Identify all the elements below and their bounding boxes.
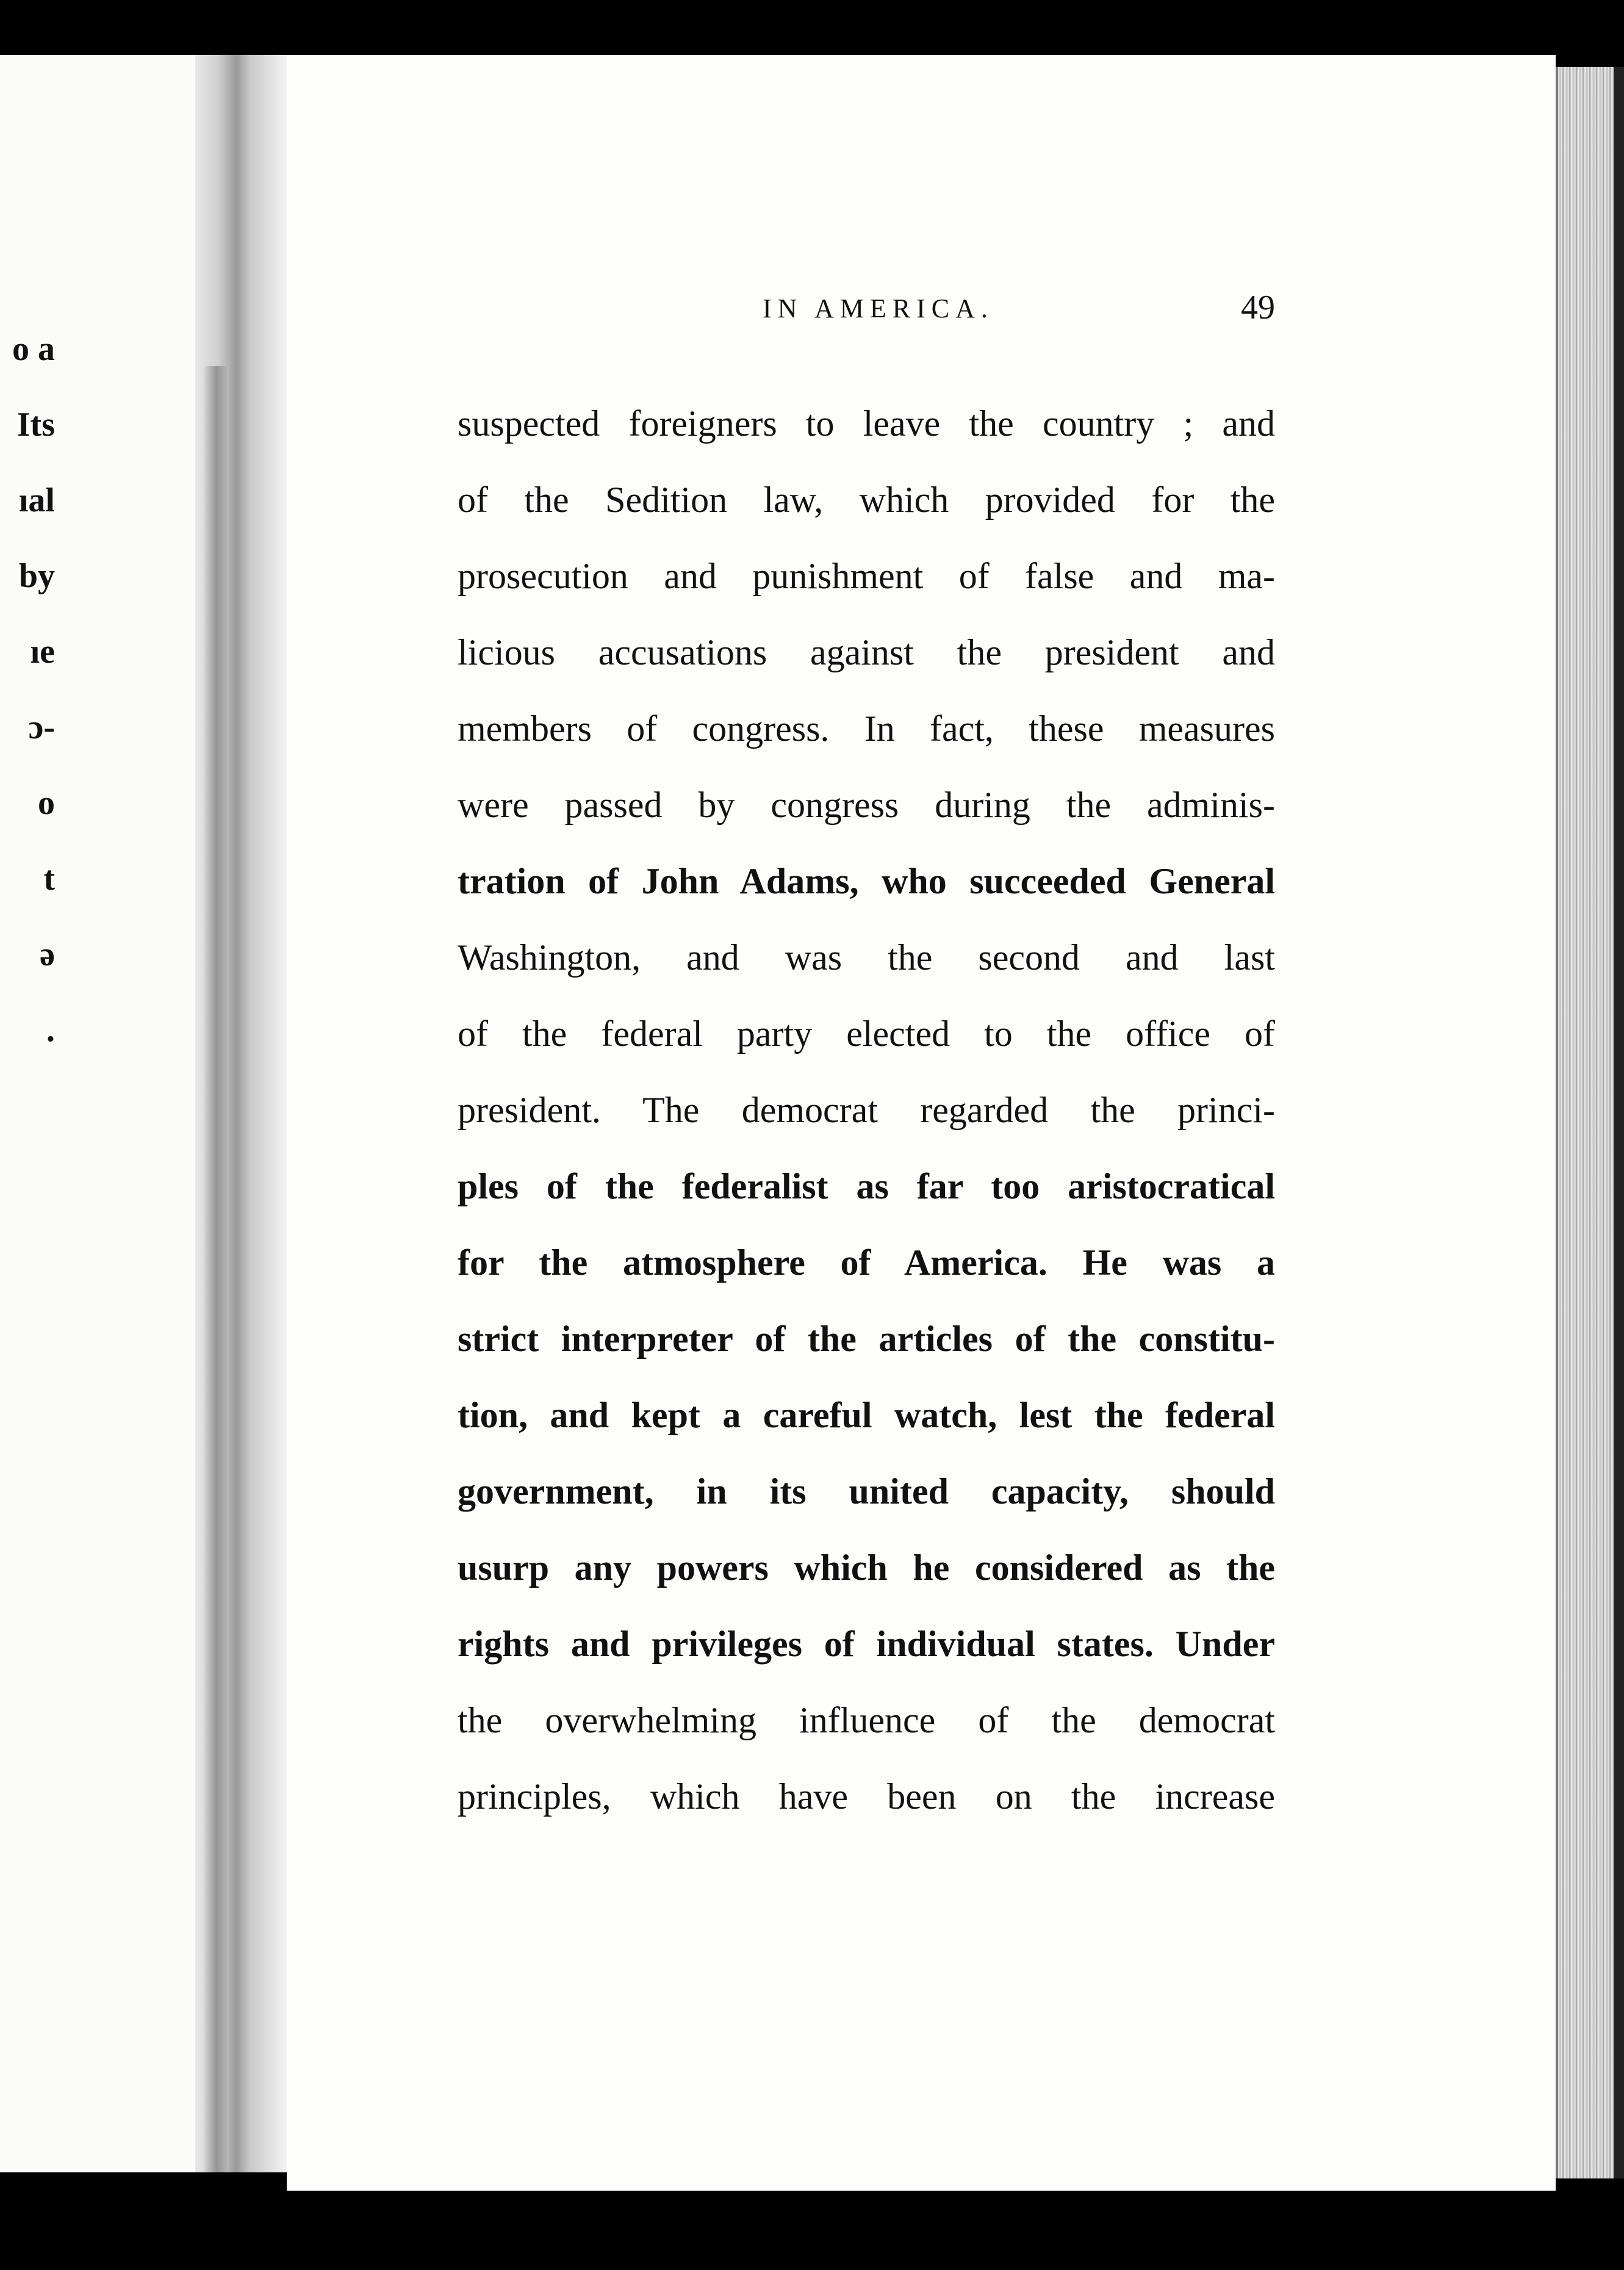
text-line: government, in its united capacity, should xyxy=(458,1471,1275,1512)
left-fragment: Its xyxy=(16,406,55,444)
text-line: president. The democrat regarded the princi- xyxy=(458,1090,1275,1130)
gutter-shadow xyxy=(204,366,229,2172)
body-text xyxy=(458,386,1275,1835)
left-fragment: t xyxy=(43,860,55,898)
text-line: for the atmosphere of America. He was a xyxy=(458,1242,1275,1283)
running-title: IN AMERICA. xyxy=(763,294,994,323)
text-line: strict interpreter of the articles of the constitu- xyxy=(458,1319,1275,1359)
text-line: tration of John Adams, who succeeded General xyxy=(458,861,1275,901)
text-line: tion, and kept a careful watch, lest the federal xyxy=(458,1395,1275,1435)
running-head xyxy=(458,289,1275,342)
text-line: the overwhelming influence of the democrat xyxy=(458,1700,1275,1740)
left-fragment: ıal xyxy=(18,481,55,519)
left-fragment: by xyxy=(18,557,55,595)
page-edge-shadow xyxy=(1614,67,1624,2178)
page-number: 49 xyxy=(1241,289,1275,326)
text-line: prosecution and punishment of false and ma- xyxy=(458,556,1275,596)
text-line: rights and privileges of individual states. Under xyxy=(458,1624,1275,1664)
text-line: of the Sedition law, which provided for the xyxy=(458,480,1275,520)
text-line: were passed by congress during the adminis- xyxy=(458,785,1275,825)
text-line: usurp any powers which he considered as the xyxy=(458,1548,1275,1588)
left-fragment: . xyxy=(46,1011,55,1049)
page-edge-stack xyxy=(1556,67,1616,2178)
text-line: of the federal party elected to the office of xyxy=(458,1014,1275,1054)
text-line: principles, which have been on the increase xyxy=(458,1776,1275,1817)
text-line: suspected foreigners to leave the country ; and xyxy=(458,403,1275,444)
left-fragment: o a xyxy=(12,330,55,368)
left-page-text-fragments xyxy=(0,311,73,1068)
text-line: ples of the federalist as far too aristocratical xyxy=(458,1166,1275,1206)
text-line: members of congress. In fact, these measures xyxy=(458,708,1275,749)
left-fragment: ıe xyxy=(30,633,55,671)
text-line: Washington, and was the second and last xyxy=(458,937,1275,978)
left-fragment: o xyxy=(38,784,55,822)
text-line: licious accusations against the president and xyxy=(458,632,1275,672)
left-fragment: ɔ- xyxy=(28,708,55,746)
left-fragment: ə xyxy=(40,935,55,973)
